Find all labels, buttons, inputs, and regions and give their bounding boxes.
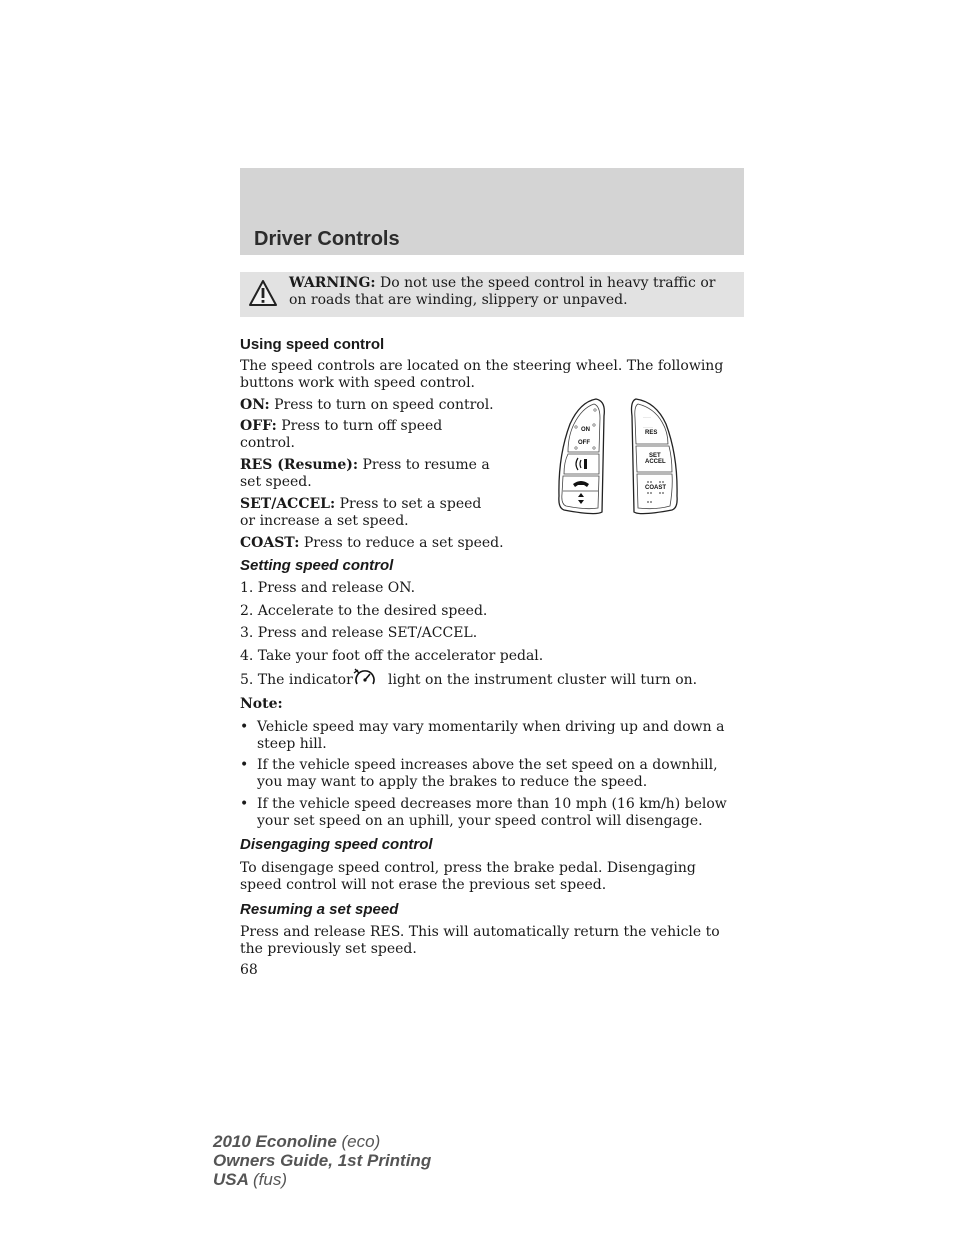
step-2: 2. Accelerate to the desired speed. <box>240 603 488 619</box>
bullet-dot: • <box>240 719 249 735</box>
heading-disengaging-speed-control: Disengaging speed control <box>240 836 433 853</box>
note-item <box>240 796 740 830</box>
note-text: Vehicle speed may vary momentarily when driving up and down a steep hill. <box>257 719 725 752</box>
note-item <box>240 719 740 753</box>
item-set-accel <box>240 496 490 530</box>
step-5-before: 5. The indicator <box>240 672 353 688</box>
step-4: 4. Take your foot off the accelerator pedal. <box>240 648 544 664</box>
speed-control-buttons-diagram <box>556 396 680 518</box>
note-label-text: Note: <box>240 696 283 712</box>
item-on <box>240 397 500 414</box>
section-header <box>240 168 744 255</box>
footer-model: 2010 Econoline <box>213 1132 337 1151</box>
note-item <box>240 757 740 791</box>
disengaging-text: To disengage speed control, press the brake pedal. Disengaging speed control will not erase the previous set speed. <box>240 860 696 893</box>
footer-line-3 <box>213 1170 431 1189</box>
step-5-after: light on the instrument cluster will turn on. <box>388 672 698 688</box>
diagram-off-label: OFF <box>578 440 590 446</box>
item-on-label: ON: <box>240 397 270 413</box>
item-on-text: Press to turn on speed control. <box>274 397 494 413</box>
heading-using-speed-control: Using speed control <box>240 336 385 353</box>
footer-region-code: (fus) <box>253 1170 287 1189</box>
page-title: Driver Controls <box>254 228 400 250</box>
item-coast-label: COAST: <box>240 535 300 551</box>
diagram-res-label: RES <box>645 430 658 436</box>
warning-text <box>289 275 734 309</box>
item-set-accel-text: Press to set a speed or increase a set speed. <box>240 496 482 529</box>
warning-body: Do not use the speed control in heavy traffic or on roads that are winding, slippery or unpaved. <box>289 275 716 308</box>
heading-resuming-set-speed: Resuming a set speed <box>240 901 399 918</box>
speed-control-indicator-icon <box>352 667 378 689</box>
diagram-small-label-1: ........ <box>643 415 651 419</box>
footer-model-code: (eco) <box>341 1132 381 1151</box>
resuming-text: Press and release RES. This will automatically return the vehicle to the previously set speed. <box>240 924 720 957</box>
footer-line-1 <box>213 1132 431 1151</box>
item-off-text: Press to turn off speed control. <box>240 418 443 451</box>
bullet-dot: • <box>240 757 249 773</box>
item-off-label: OFF: <box>240 418 277 434</box>
item-off <box>240 418 455 452</box>
diagram-accel-label: ACCEL <box>645 459 666 465</box>
item-coast <box>240 535 540 552</box>
diagram-set-label: SET <box>649 453 661 459</box>
diagram-coast-label: COAST <box>645 485 666 491</box>
note-text: If the vehicle speed increases above the set speed on a downhill, you may want to apply the brakes to reduce the speed. <box>257 757 718 790</box>
warning-box <box>240 272 744 317</box>
step-3: 3. Press and release SET/ACCEL. <box>240 625 478 641</box>
item-res-label: RES (Resume): <box>240 457 359 473</box>
footer-region: USA <box>213 1170 249 1189</box>
page-number: 68 <box>240 962 258 978</box>
note-label <box>240 696 283 713</box>
diagram-small-label-2: .......... <box>643 425 653 429</box>
bullet-dot: • <box>240 796 249 812</box>
warning-triangle-icon <box>248 279 278 307</box>
item-res-text: Press to resume a set speed. <box>240 457 490 490</box>
heading-setting-speed-control: Setting speed control <box>240 557 394 574</box>
item-set-accel-label: SET/ACCEL: <box>240 496 336 512</box>
item-res <box>240 457 495 491</box>
diagram-on-label: ON <box>581 427 590 433</box>
step-1: 1. Press and release ON. <box>240 580 416 596</box>
warning-label: WARNING: <box>289 275 376 291</box>
using-intro: The speed controls are located on the steering wheel. The following buttons work with speed control. <box>240 358 724 391</box>
item-coast-text: Press to reduce a set speed. <box>303 535 504 551</box>
note-text: If the vehicle speed decreases more than 10 mph (16 km/h) below your set speed on an uphill, your speed control will disengage. <box>257 796 727 829</box>
footer-line-2: Owners Guide, 1st Printing <box>213 1151 432 1170</box>
document-footer <box>213 1132 431 1189</box>
